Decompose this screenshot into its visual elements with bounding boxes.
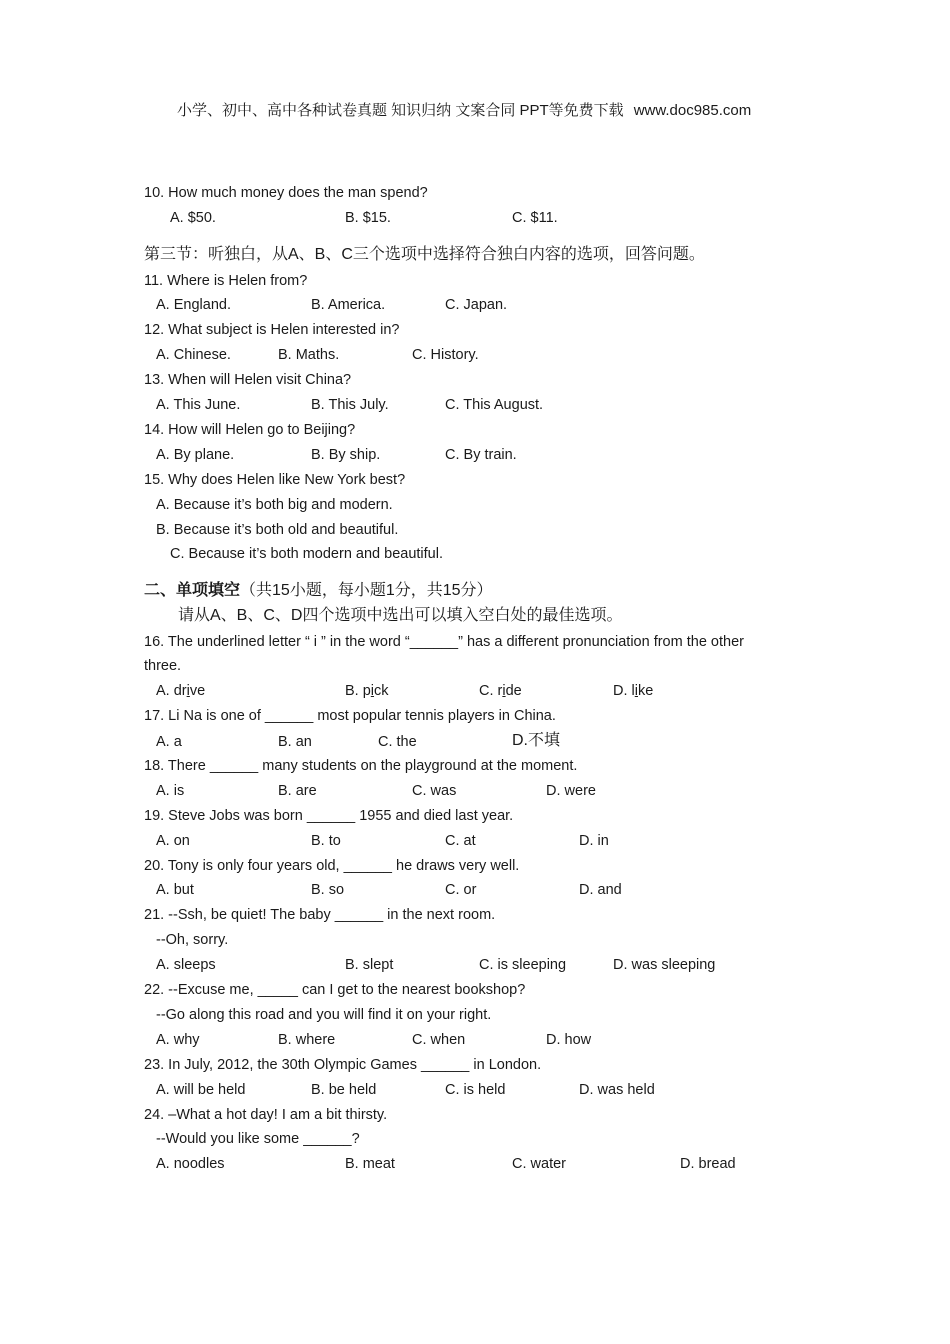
question-24-option-b: B. meat [345,1156,395,1172]
question-11-option-a: A. England. [156,297,231,313]
question-17-option-d: D.不填 [512,732,561,749]
question-12-stem: 12. What subject is Helen interested in? [144,322,400,338]
header-text: 小学、初中、高中各种试卷真题 知识归纳 文案合同 PPT等免费下载 [177,102,624,119]
question-10-option-a: A. $50. [170,210,216,226]
question-20-stem: 20. Tony is only four years old, ______ he draws very well. [144,858,520,874]
question-19-option-c: C. at [445,833,476,849]
question-24-stem: 24. –What a hot day! I am a bit thirsty. [144,1107,388,1123]
question-24-option-a: A. noodles [156,1156,225,1172]
question-17-option-a: A. a [156,734,182,750]
question-19-option-b: B. to [311,833,341,849]
question-16-option-a: A. drive [156,683,206,699]
question-22-option-a: A. why [156,1032,200,1048]
part-2-instruction: 请从A、B、C、D四个选项中选出可以填入空白处的最佳选项。 [178,607,623,624]
question-12-option-a: A. Chinese. [156,347,231,363]
question-22-option-c: C. when [412,1032,466,1048]
question-10-stem: 10. How much money does the man spend? [144,185,428,201]
question-17-option-b: B. an [278,734,312,750]
question-19-stem: 19. Steve Jobs was born ______ 1955 and died last year. [144,808,514,824]
question-16-option-c: C. ride [479,683,522,699]
question-11-option-b: B. America. [311,297,386,313]
underlined-letter: i [634,683,638,699]
question-14-stem: 14. How will Helen go to Beijing? [144,422,356,438]
question-16-stem-continued: three. [144,658,182,674]
question-23-option-b: B. be held [311,1082,377,1098]
question-24-option-d: D. bread [680,1156,736,1172]
question-19-option-d: D. in [579,833,609,849]
question-21-option-d: D. was sleeping [613,957,716,973]
question-21-response: --Oh, sorry. [156,932,229,948]
question-23-option-a: A. will be held [156,1082,246,1098]
question-17-option-c: C. the [378,734,417,750]
question-14-option-c: C. By train. [445,447,517,463]
question-18-option-d: D. were [546,783,596,799]
question-24-response: --Would you like some ______? [156,1131,360,1147]
question-22-response: --Go along this road and you will find it on your right. [156,1007,492,1023]
question-22-option-b: B. where [278,1032,336,1048]
question-21-option-c: C. is sleeping [479,957,567,973]
question-18-option-b: B. are [278,783,317,799]
question-18-stem: 18. There ______ many students on the playground at the moment. [144,758,578,774]
question-12-option-c: C. History. [412,347,479,363]
question-20-option-d: D. and [579,882,622,898]
question-22-stem: 22. --Excuse me, _____ can I get to the nearest bookshop? [144,982,526,998]
question-12-option-b: B. Maths. [278,347,340,363]
question-20-option-a: A. but [156,882,194,898]
question-13-option-b: B. This July. [311,397,389,413]
underlined-letter: i [502,683,506,699]
header-url[interactable]: www.doc985.com [633,102,752,119]
question-13-option-a: A. This June. [156,397,241,413]
underlined-letter: i [370,683,375,699]
question-16-option-b: B. pick [345,683,389,699]
part-2-heading [144,583,493,599]
question-15-option-a: A. Because it’s both big and modern. [156,497,393,513]
question-20-option-b: B. so [311,882,345,898]
question-19-option-a: A. on [156,833,190,849]
question-21-stem: 21. --Ssh, be quiet! The baby ______ in the next room. [144,907,496,923]
question-23-stem: 23. In July, 2012, the 30th Olympic Games ______ in London. [144,1057,542,1073]
question-14-option-b: B. By ship. [311,447,381,463]
question-13-option-c: C. This August. [445,397,544,413]
underlined-letter: i [186,683,190,699]
question-13-stem: 13. When will Helen visit China? [144,372,352,388]
question-11-stem: 11. Where is Helen from? [144,273,308,289]
question-22-option-d: D. how [546,1032,592,1048]
question-23-option-d: D. was held [579,1082,655,1098]
question-10-option-c: C. $11. [512,210,558,226]
question-20-option-c: C. or [445,882,477,898]
question-21-option-b: B. slept [345,957,394,973]
question-10-option-b: B. $15. [345,210,391,226]
page-header [177,103,751,118]
question-18-option-c: C. was [412,783,457,799]
question-16-stem: 16. The underlined letter “ i ” in the word “______” has a different pronunciation from the other [144,634,744,650]
part-2-note: （共15小题，每小题1分，共15分） [240,582,493,599]
question-15-option-b: B. Because it’s both old and beautiful. [156,522,399,538]
section-3-title: 第三节：听独白，从A、B、C三个选项中选择符合独白内容的选项，回答问题。 [144,246,705,263]
question-14-option-a: A. By plane. [156,447,235,463]
question-21-option-a: A. sleeps [156,957,216,973]
question-23-option-c: C. is held [445,1082,506,1098]
question-11-option-c: C. Japan. [445,297,508,313]
question-18-option-a: A. is [156,783,185,799]
question-15-stem: 15. Why does Helen like New York best? [144,472,406,488]
question-15-option-c: C. Because it’s both modern and beautiful. [170,546,443,562]
question-24-option-c: C. water [512,1156,566,1172]
part-2-title: 二、单项填空 [144,582,241,599]
question-16-option-d: D. like [613,683,654,699]
question-17-stem: 17. Li Na is one of ______ most popular tennis players in China. [144,708,556,724]
